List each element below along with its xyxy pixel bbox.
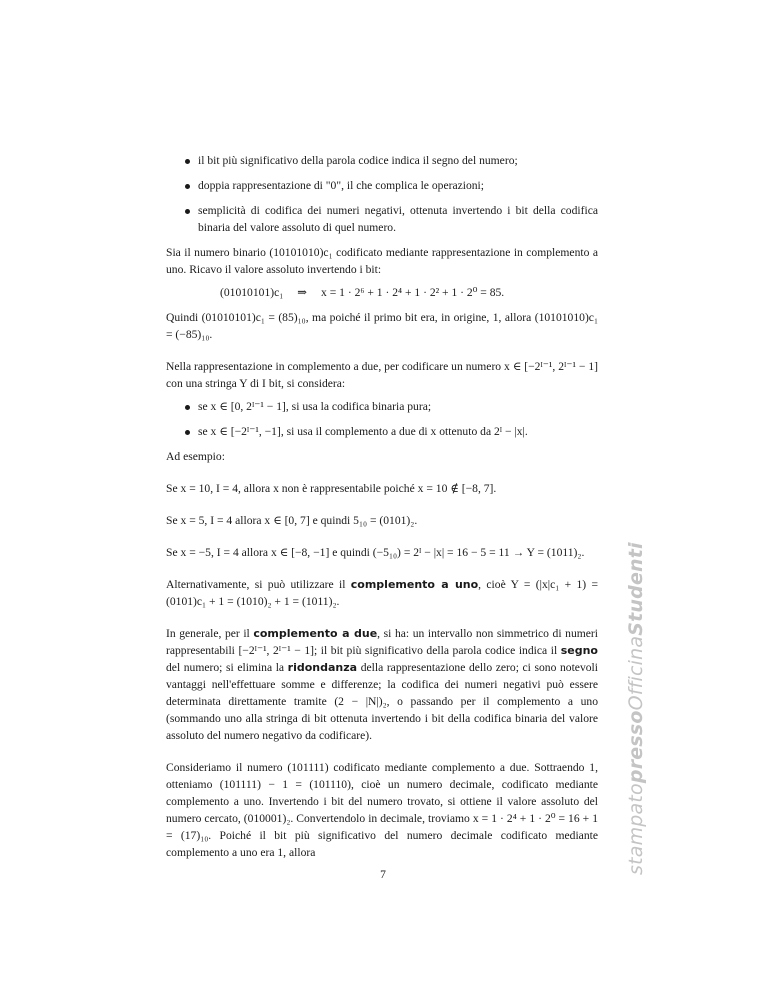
paragraph-consideriamo: Consideriamo il numero (101111) codificato mediante complemento a due. Sottraendo 1, otteniamo (101111) − 1 = (101110), cioè un numero decimale, codificato mediante complemento a uno. Invertendo i bit del numero trovato, si ottiene il valore assoluto del numero cercato, (010001)₂. Convertendolo in decimale, troviamo x = 1 · 2⁴ + 1 · 2⁰ = 16 + 1 = (17)₁₀. Poiché il bit più significativo del numero decimale codificato mediante complemento a uno era 1, allora [166, 761, 598, 859]
watermark-part: Studenti [625, 542, 647, 636]
text-span: In generale, per il [166, 627, 254, 640]
text-span: , cioè Y = (|x|c₁ + 1) = (0101)c₁ + 1 = (1010)₂ + 1 = (1011)₂. [166, 578, 599, 608]
list-item: semplicità di codifica dei numeri negativi, ottenuta invertendo i bit della codifica binaria del valore assoluto di quel numero. [166, 202, 598, 236]
bold-term: complemento a uno [350, 578, 479, 591]
paragraph-alternativamente [166, 576, 598, 610]
text-span: del numero; si elimina la [166, 661, 288, 674]
bold-term: complemento a due [253, 627, 378, 640]
page-number: 7 [380, 868, 386, 881]
watermark-part: Officina [625, 635, 647, 711]
text-span: della rappresentazione dello zero; ci sono notevoli vantaggi nell'effettuare somme e differenze; la codifica dei numeri negativi può essere determinata direttamente tramite (2 − |N|)₂, o passando per il complemento a uno (sommando uno alla stringa di bit ottenuta invertendo i bit della codifica binaria del valore assoluto del numero negativo da codificare). [166, 661, 598, 742]
text-span: , si ha: un intervallo non simmetrico di numeri rappresentabili [−2ᴵ⁻¹, 2ᴵ⁻¹ − 1]; il bit più significativo della parola codice indica il [166, 627, 598, 657]
list-item: se x ∈ [−2ᴵ⁻¹, −1], si usa il complemento a due di x ottenuto da 2ᴵ − |x|. [166, 423, 598, 440]
paragraph-quindi: Quindi (01010101)c₁ = (85)₁₀, ma poiché il primo bit era, in origine, 1, allora (10101010)c₁ = (−85)₁₀. [166, 311, 598, 341]
equation-right: x = 1 · 2⁶ + 1 · 2⁴ + 1 · 2² + 1 · 2⁰ = 85. [321, 286, 505, 299]
bold-term: ridondanza [287, 661, 358, 674]
paragraph-example-3: Se x = −5, I = 4 allora x ∈ [−8, −1] e quindi (−5₁₀) = 2ᴵ − |x| = 16 − 5 = 11 → Y = (1011)₂. [166, 546, 585, 559]
list-item: doppia rappresentazione di "0", il che complica le operazioni; [166, 177, 598, 194]
paragraph-in-generale [166, 625, 598, 744]
watermark-part: presso [625, 710, 647, 784]
watermark-part: stampato [625, 783, 647, 875]
list-item: il bit più significativo della parola codice indica il segno del numero; [166, 152, 598, 169]
bullet-list-complemento-uno [166, 152, 598, 236]
bullet-list-complemento-due [166, 398, 598, 440]
paragraph-intro: Sia il numero binario (10101010)c₁ codificato mediante rappresentazione in complemento a uno. Ricavo il valore assoluto invertendo i bit: [166, 246, 598, 276]
paragraph-example-2: Se x = 5, I = 4 allora x ∈ [0, 7] e quindi 5₁₀ = (0101)₂. [166, 514, 418, 527]
page-body [166, 152, 598, 876]
display-equation [166, 284, 598, 301]
paragraph-example-1: Se x = 10, I = 4, allora x non è rappresentabile poiché x = 10 ∉ [−8, 7]. [166, 482, 497, 495]
paragraph-complemento-due-intro: Nella rappresentazione in complemento a due, per codificare un numero x ∈ [−2ᴵ⁻¹, 2ᴵ⁻¹ − 1] con una stringa Y di I bit, si considera: [166, 360, 598, 390]
text-span: Alternativamente, si può utilizzare il [166, 578, 351, 591]
equation-left: (01010101)c₁ [220, 286, 284, 299]
paragraph-ad-esempio: Ad esempio: [166, 450, 225, 463]
implies-arrow: ⇒ [297, 286, 308, 299]
watermark [625, 542, 647, 875]
bold-term: segno [560, 644, 598, 657]
list-item: se x ∈ [0, 2ᴵ⁻¹ − 1], si usa la codifica binaria pura; [166, 398, 598, 415]
